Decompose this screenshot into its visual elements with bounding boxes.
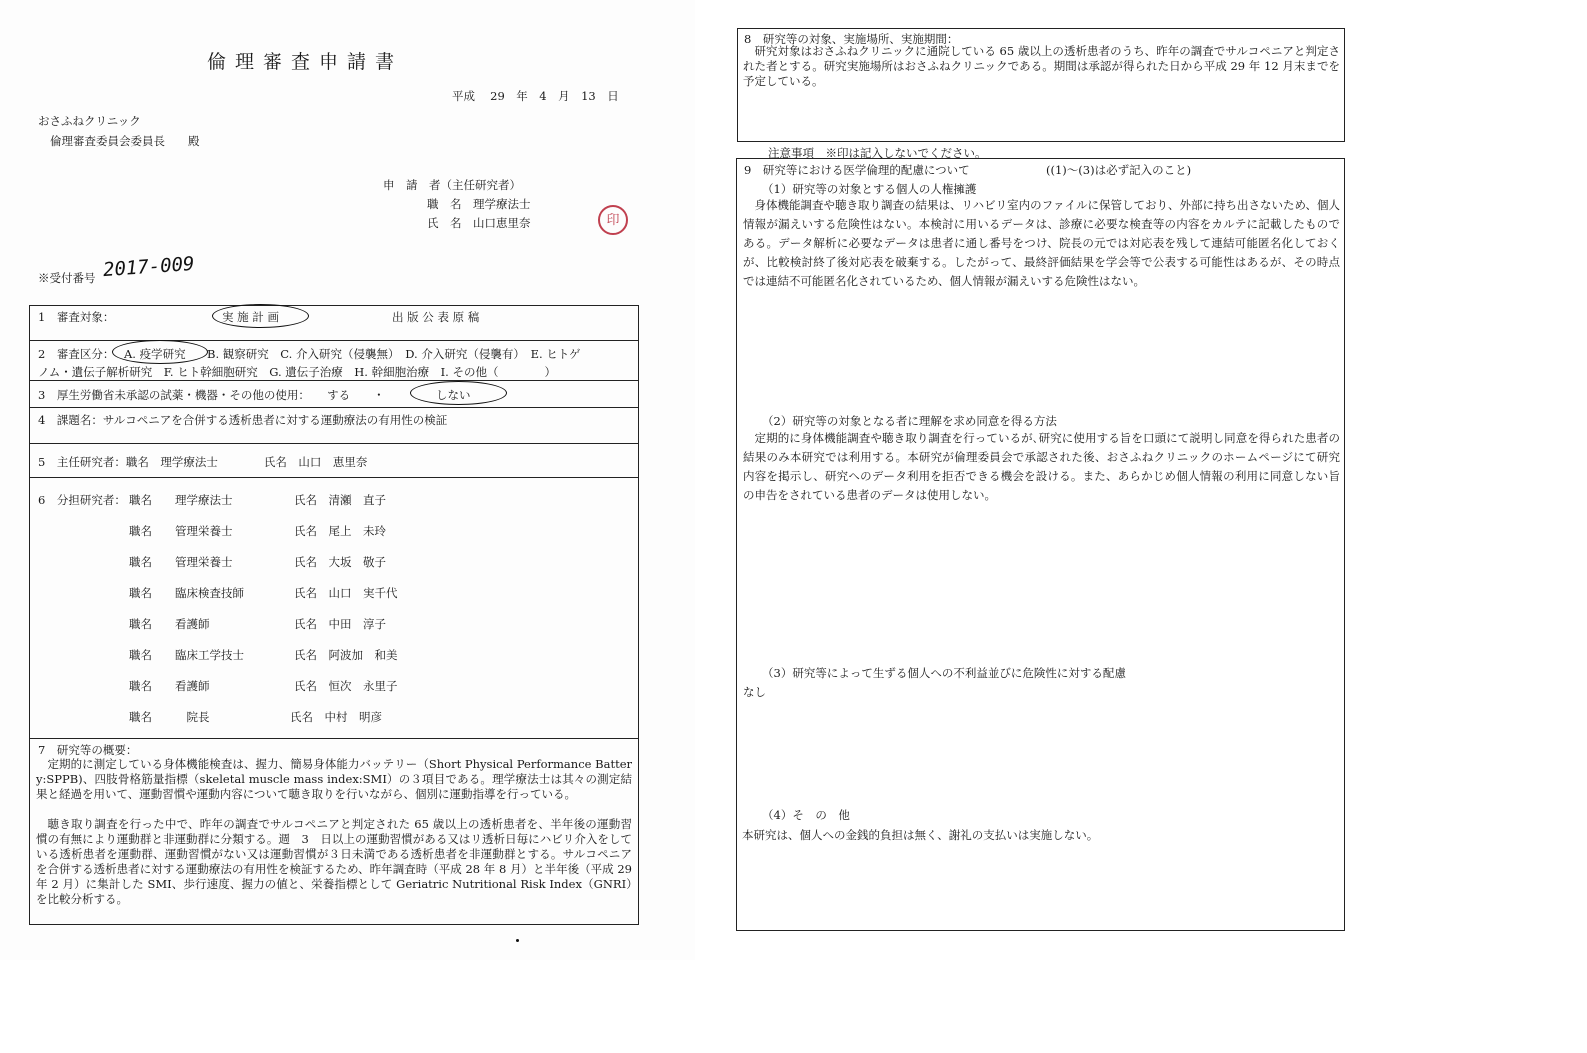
applicant-title: 職 名 理学療法士 [427,197,531,211]
committee-addressee: 倫理審査委員会委員長 殿 [50,134,200,148]
s9-1-heading: （1）研究等の対象とする個人の人権擁護 [762,182,977,196]
s3-label: 3 厚生労働省未承認の試薬・機器・その他の使用： する ・ [38,388,385,402]
s9-4-heading: （4）そ の 他 [762,808,850,822]
s7-label: 7 研究等の概要： [38,743,138,757]
s2-options-rest: B. 観察研究 C. 介入研究（侵襲無） D. 介入研究（侵襲有） E. ヒトゲ [207,347,581,361]
s6-member-name: 氏名 恒次 永里子 [294,679,398,693]
s3-option-no: しない [436,388,471,402]
s1-label: 1 審査対象： [38,310,115,324]
s9-note: ((1)～(3)は必ず記入のこと) [1046,163,1192,177]
form-title: 倫理審査申請書 [207,51,404,73]
s6-member-role: 職名 看護師 [129,679,210,693]
s6-member-name: 氏名 大坂 敬子 [294,555,386,569]
s2-option-a: A. 疫学研究 [124,347,186,361]
s6-member-name: 氏名 山口 実千代 [294,586,398,600]
personal-seal: 印 [598,205,628,235]
s8-label: 8 研究等の対象、実施場所、実施期間： [744,32,959,46]
application-date: 平成 29 年 4 月 13 日 [452,89,619,103]
selection-circle [212,304,309,328]
s9-4-text: 本研究は、個人への金銭的負担は無く、謝礼の支払いは実施しない。 [742,828,1099,842]
reception-label: ※受付番号 [38,271,96,285]
s6-member-name: 氏名 阿波加 和美 [294,648,398,662]
s1-option-manuscript: 出 版 公 表 原 稿 [392,310,480,324]
s7-paragraph-1: 定期的に測定している身体機能検査は、握力、簡易身体能力バッテリー（Short Physical Performance Battery:SPPB)、四肢骨格筋量指標（skeletal muscle mass index:SMI）の３項目である。理学療法士は其々の測定結果と経過を用いて、運動習慣や運動内容について聴き取りを行いながら、個別に運動指導を行っている。 [36,757,632,801]
s2-options-line2: ノム・遺伝子解析研究 F. ヒト幹細胞研究 G. 遺伝子治療 H. 幹細胞治療 I. その他（ ） [38,365,556,379]
row-divider [29,443,639,444]
s6-member-name: 氏名 中田 淳子 [294,617,386,631]
s6-member-role: 職名 院長 [129,710,210,724]
selection-circle [410,381,507,405]
s5-principal-investigator: 5 主任研究者：職名 理学療法士 氏名 山口 恵里奈 [38,455,368,469]
s6-member-role: 職名 理学療法士 [129,493,233,507]
s9-label: 9 研究等における医学倫理的配慮について [744,163,970,177]
applicant-label: 申 請 者（主任研究者） [383,178,521,192]
row-divider [29,407,639,408]
reception-number: 2017-009 [102,252,196,282]
s8-text: 研究対象はおさふねクリニックに通院している 65 歳以上の透析患者のうち、昨年の調査でサルコペニアと判定された者とする。研究実施場所はおさふねクリニックである。期間は承認が得られた日から平成 29 年 12 月末までを予定している。 [743,44,1340,88]
row-divider [29,738,639,739]
row-divider [29,477,639,478]
s6-member-role: 職名 臨床工学技士 [129,648,244,662]
s9-3-text: なし [743,685,766,699]
s9-1-text: 身体機能調査や聴き取り調査の結果は、リハビリ室内のファイルに保管しており、外部に持ち出さないため、個人情報が漏えいする危険性はない。本検討に用いるデータは、診療に必要な検査等の内容をカルテに記載したものである。データ解析に必要なデータは患者に通し番号をつけ、院長の元では対応表を残して連結可能匿名化しておくが、比較検討終了後対応表を破棄する。したがって、最終評価結果を学会等で公表する可能性はあるが、その時点では連結不可能匿名化されているため、個人情報が漏えいする危険性はない。 [743,198,1340,288]
selection-circle [112,340,208,364]
applicant-name: 氏 名 山口恵里奈 [427,216,531,230]
notice: 注意事項 ※印は記入しないでください。 [768,146,987,160]
s9-3-heading: （3）研究等によって生ずる個人への不利益並びに危険性に対する配慮 [762,666,1126,680]
clinic-name: おさふねクリニック [38,114,141,128]
s9-2-heading: （2）研究等の対象となる者に理解を求め同意を得る方法 [762,414,1057,428]
s2-label: 2 審査区分： [38,347,115,361]
s7-paragraph-2: 聴き取り調査を行った中で、昨年の調査でサルコペニアと判定された 65 歳以上の透析患者を、半年後の運動習慣の有無により運動群と非運動群に分類する。週 3 日以上の運動習慣がある又はリ透析日毎にハビリ介入をしている透析患者を運動群、運動習慣がない又は運動習慣が３日未満である透析患者を非運動群とする。サルコペニアを合併する透析患者に対する運動療法の有用性を検証するため、昨年調査時（平成 28 年 8 月）と半年後（平成 29 年 2 月）に集計した SMI、歩行速度、握力の値と、栄養指標として Geriatric Nutritional Risk Index（GNRI）を比較分析する。 [36,817,632,906]
row-divider [29,380,639,381]
s6-member-name: 氏名 清瀬 直子 [294,493,386,507]
s6-member-role: 職名 管理栄養士 [129,524,233,538]
s6-member-name: 氏名 尾上 未玲 [294,524,386,538]
s4-research-title: 4 課題名：サルコペニアを合併する透析患者に対する運動療法の有用性の検証 [38,413,448,427]
s1-option-plan: 実 施 計 画 [222,310,279,324]
application-page-right [700,0,1587,960]
page-mark [516,939,519,942]
s6-member-role: 職名 臨床検査技師 [129,586,244,600]
s6-member-name: 氏名 中村 明彦 [290,710,382,724]
application-page-left [0,0,695,960]
row-divider [29,340,639,341]
s6-member-role: 職名 管理栄養士 [129,555,233,569]
s9-2-text: 定期的に身体機能調査や聴き取り調査を行っているが､研究に使用する旨を口頭にて説明し同意を得られた患者の結果のみ本研究では利用する。本研究が倫理委員会で承認された後、おさふねクリニックのホームページにて研究内容を掲示し、研究へのデータ利用を拒否できる機会を設ける。また、あらかじめ個人情報の利用に同意しない旨の申告をされている患者のデータは使用しない。 [743,431,1340,502]
s6-member-role: 職名 看護師 [129,617,210,631]
s6-label: 6 分担研究者： [38,493,126,507]
